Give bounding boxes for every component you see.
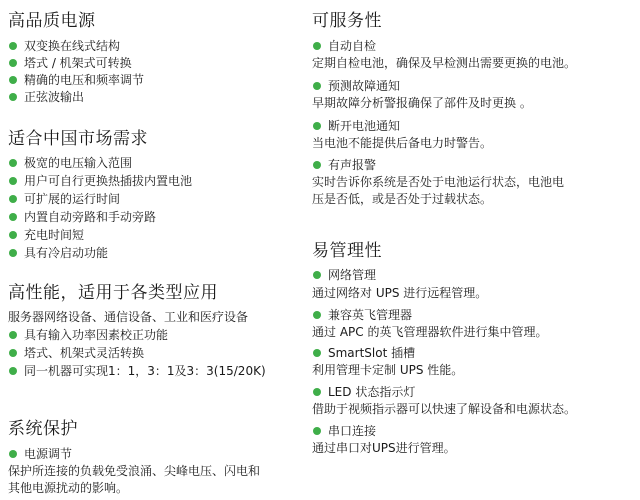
section-title-china-market: 适合中国市场需求 <box>8 129 148 149</box>
bullet-dot-icon <box>9 231 17 239</box>
bullet-dot-icon <box>9 76 17 84</box>
item-description: 通过网络对 UPS 进行远程管理。 <box>312 286 488 300</box>
bullet-dot-icon <box>313 161 321 169</box>
section-title-manageability: 易管理性 <box>312 241 382 261</box>
section-title-power-quality: 高品质电源 <box>8 11 96 31</box>
bullet-dot-icon <box>9 59 17 67</box>
bullet-dot-icon <box>9 159 17 167</box>
bullet-dot-icon <box>313 271 321 279</box>
bullet-dot-icon <box>313 42 321 50</box>
item-description: 压是否低，或是否处于过载状态。 <box>312 192 493 206</box>
item-description: 当电池不能提供后备电力时警告。 <box>312 136 493 150</box>
bullet-dot-icon <box>9 177 17 185</box>
bullet-dot-icon <box>9 249 17 257</box>
bullet-dot-icon <box>9 93 17 101</box>
bullet-dot-icon <box>9 367 17 375</box>
bullet-dot-icon <box>313 122 321 130</box>
item-description: 其他电源扰动的影响。 <box>8 481 129 495</box>
section-intro: 服务器网络设备、通信设备、工业和医疗设备 <box>8 310 249 324</box>
bullet-dot-icon <box>313 311 321 319</box>
bullet-dot-icon <box>9 331 17 339</box>
bullet-dot-icon <box>9 42 17 50</box>
item-description: 通过串口对UPS进行管理。 <box>312 441 456 455</box>
bullet-dot-icon <box>9 349 17 357</box>
bullet-dot-icon <box>9 213 17 221</box>
bullet-dot-icon <box>313 388 321 396</box>
bullet-dot-icon <box>313 349 321 357</box>
item-description: 保护所连接的负载免受浪涌、尖峰电压、闪电和 <box>8 464 261 478</box>
bullet-dot-icon <box>313 427 321 435</box>
item-description: 利用管理卡定制 UPS 性能。 <box>312 363 464 377</box>
section-title-system-protection: 系统保护 <box>8 419 78 439</box>
section-title-serviceability: 可服务性 <box>312 11 382 31</box>
item-description: 通过 APC 的英飞管理器软件进行集中管理。 <box>312 325 548 339</box>
bullet-dot-icon <box>9 450 17 458</box>
bullet-dot-icon <box>313 82 321 90</box>
section-title-high-performance: 高性能，适用于各类型应用 <box>8 283 218 303</box>
item-description: 借助于视频指示器可以快速了解设备和电源状态。 <box>312 402 577 416</box>
item-description: 早期故障分析警报确保了部件及时更换 。 <box>312 96 532 110</box>
item-description: 定期自检电池，确保及早检测出需要更换的电池。 <box>312 56 577 70</box>
item-description: 实时告诉你系统是否处于电池运行状态，电池电 <box>312 175 565 189</box>
bullet-dot-icon <box>9 195 17 203</box>
